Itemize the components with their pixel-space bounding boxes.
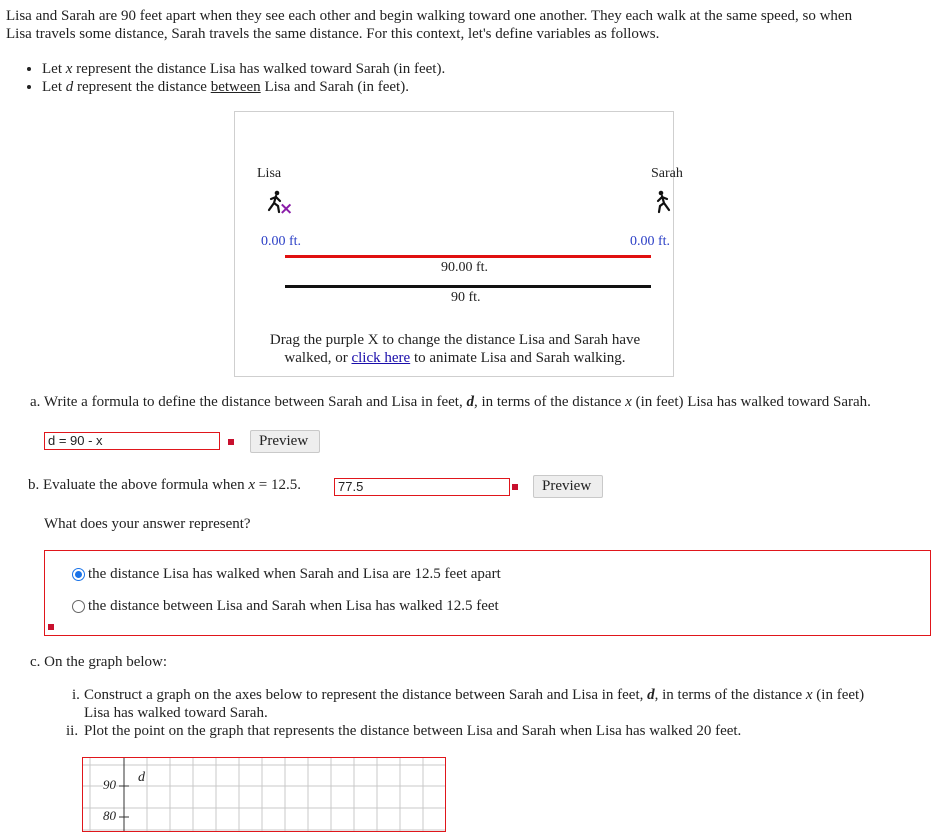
drag-x-handle[interactable]: ×: [279, 199, 294, 219]
part-a-prompt: a. Write a formula to define the distance between Sarah and Lisa in feet, d, in terms of the distance x (in feet) Lisa has walked toward Sarah.: [30, 394, 871, 410]
formula-input[interactable]: d = 90 - x: [44, 432, 220, 450]
variable-d-definition: • Let d represent the distance between Lisa and Sarah (in feet).: [42, 78, 445, 96]
distance-graph[interactable]: [82, 757, 446, 832]
part-c-intro: c. On the graph below:: [30, 654, 168, 670]
lisa-label: Lisa: [257, 166, 282, 181]
option-2-radio[interactable]: [72, 600, 85, 613]
part-b-prompt: b. Evaluate the above formula when x = 12.5.: [28, 477, 301, 493]
sarah-walker-icon: [651, 190, 673, 214]
part-b-question: What does your answer represent?: [44, 516, 251, 532]
variable-definitions: [22, 60, 445, 96]
instruction-i: i. Construct a graph on the axes below to represent the distance between Sarah and Lisa in feet, d, in terms of the distance x (in feet) Lisa has walked toward Sarah.: [72, 687, 865, 721]
lisa-distance: 0.00 ft.: [261, 234, 302, 249]
evaluate-incorrect-icon: [512, 484, 518, 490]
sarah-label: Sarah: [651, 166, 683, 181]
evaluate-input[interactable]: 77.5: [334, 478, 510, 496]
formula-preview-button[interactable]: Preview: [250, 430, 320, 453]
part-c-instructions: [66, 686, 926, 740]
animate-link[interactable]: click here: [351, 350, 411, 366]
intro-line-1: Lisa and Sarah are 90 feet apart when they see each other and begin walking toward one another. They each walk at the same speed, so when: [6, 8, 853, 24]
sim-instructions: Drag the purple X to change the distance Lisa and Sarah have walked, or click here to animate Lisa and Sarah walking.: [269, 332, 641, 366]
option-2-label[interactable]: the distance between Lisa and Sarah when Lisa has walked 12.5 feet: [88, 598, 499, 614]
choice-incorrect-icon: [48, 624, 54, 630]
option-1-label[interactable]: the distance Lisa has walked when Sarah and Lisa are 12.5 feet apart: [88, 566, 501, 582]
answer-choice-group: [44, 550, 931, 636]
sarah-distance: 0.00 ft.: [630, 234, 671, 249]
evaluate-preview-button[interactable]: Preview: [533, 475, 603, 498]
walking-simulation: [234, 111, 683, 377]
y-tick-label-90: 90: [103, 777, 116, 792]
problem-intro: [6, 7, 926, 43]
option-1-radio[interactable]: [72, 568, 85, 581]
y-axis-label: d: [138, 770, 145, 785]
variable-x-definition: • Let x represent the distance Lisa has walked toward Sarah (in feet).: [42, 60, 445, 78]
formula-incorrect-icon: [228, 439, 234, 445]
distance-between-line: [285, 255, 651, 258]
distance-between-value: 90.00 ft.: [441, 260, 489, 275]
intro-line-2: Lisa travels some distance, Sarah travels the same distance. For this context, let's define variables as follows.: [6, 26, 660, 42]
instruction-ii: ii. Plot the point on the graph that represents the distance between Lisa and Sarah when Lisa has walked 20 feet.: [66, 723, 742, 739]
total-distance-value: 90 ft.: [451, 290, 481, 305]
total-distance-line: [285, 285, 651, 288]
y-tick-label-80: 80: [103, 808, 116, 823]
